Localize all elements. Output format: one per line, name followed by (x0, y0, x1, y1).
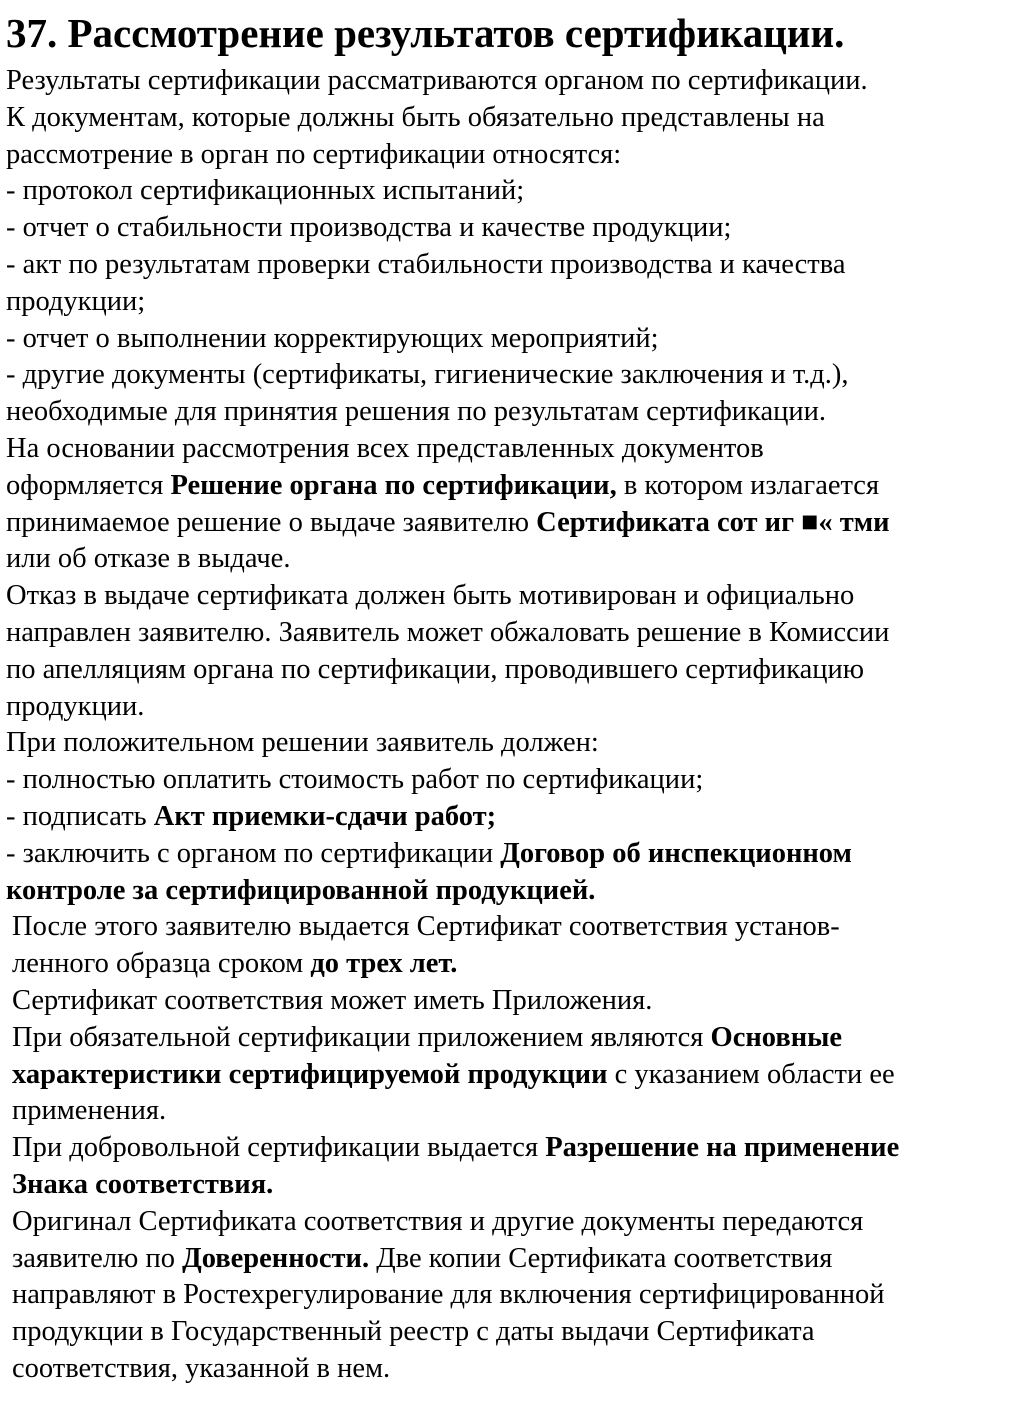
text-line (6, 946, 1020, 983)
text-line (6, 284, 1020, 321)
text-segment: Две копии Сертификата соответствия (369, 1242, 833, 1274)
text-segment: необходимые для принятия решения по результатам сертификации. (6, 396, 827, 428)
text-line (6, 468, 1020, 505)
text-segment: - отчет о стабильности производства и качестве продукции; (6, 212, 732, 244)
text-segment: заявителю по (12, 1242, 183, 1274)
text-segment: - отчет о выполнении корректирующих мероприятий; (6, 322, 659, 354)
text-segment: оформляется (6, 469, 171, 501)
bold-text-segment: Сертификата сот иг ■« тми (536, 506, 890, 538)
text-line (6, 137, 1020, 174)
text-line (6, 578, 1020, 615)
text-line (6, 100, 1020, 137)
text-line (6, 983, 1020, 1020)
text-segment: продукции; (6, 285, 146, 317)
text-line (6, 652, 1020, 689)
text-segment: - акт по результатам проверки стабильности производства и качества (6, 248, 846, 280)
bold-text-segment: Разрешение на применение (545, 1132, 900, 1164)
text-segment: - подписать (6, 800, 154, 832)
text-segment: по апелляциям органа по сертификации, проводившего сертификацию (6, 653, 865, 685)
text-line (6, 357, 1020, 394)
text-segment: При обязательной сертификации приложением являются (12, 1021, 711, 1053)
text-line (6, 1057, 1020, 1094)
text-segment: После этого заявителю выдается Сертификат соответствия установ- (12, 911, 840, 943)
bold-text-segment: характеристики сертифицируемой продукции (12, 1058, 608, 1090)
text-line (6, 1204, 1020, 1241)
text-segment: соответствия, указанной в нем. (12, 1352, 391, 1384)
text-line (6, 1314, 1020, 1351)
text-segment: - другие документы (сертификаты, гигиенические заключения и т.д.), (6, 359, 849, 391)
text-line (6, 799, 1020, 836)
text-line (6, 689, 1020, 726)
text-segment: - заключить с органом по сертификации (6, 837, 501, 869)
bold-text-segment: Акт приемки-сдачи работ; (153, 800, 497, 832)
text-line (6, 615, 1020, 652)
text-segment: При положительном решении заявитель должен: (6, 727, 599, 759)
text-line (6, 541, 1020, 578)
text-segment: Сертификат соответствия может иметь Приложения. (12, 984, 653, 1016)
text-line (6, 762, 1020, 799)
text-line (6, 431, 1020, 468)
text-line (6, 909, 1020, 946)
text-segment: или об отказе в выдаче. (6, 543, 291, 575)
text-line (6, 1093, 1020, 1130)
bold-text-segment: контроле за сертифицированной продукцией. (6, 874, 596, 906)
text-segment: К документам, которые должны быть обязательно представлены на (6, 101, 825, 133)
text-segment: - полностью оплатить стоимость работ по сертификации; (6, 764, 704, 796)
text-segment: принимаемое решение о выдаче заявителю (6, 506, 537, 538)
text-segment: в котором излагается (616, 469, 880, 501)
bold-text-segment: Основные (710, 1021, 843, 1053)
text-line (6, 1241, 1020, 1278)
text-segment: На основании рассмотрения всех представленных документов (6, 432, 764, 464)
bold-text-segment: Знака соответствия. (12, 1168, 274, 1200)
text-segment: применения. (12, 1095, 167, 1127)
document-body (6, 63, 1020, 1388)
bold-text-segment: Договор об инспекционном (500, 837, 852, 869)
text-line (6, 173, 1020, 210)
text-segment: продукции. (6, 690, 145, 722)
text-line (6, 394, 1020, 431)
text-segment: - протокол сертификационных испытаний; (6, 175, 525, 207)
text-line (6, 1020, 1020, 1057)
text-line (6, 210, 1020, 247)
text-segment: продукции в Государственный реестр с даты выдачи Сертификата (12, 1316, 815, 1348)
text-line (6, 1351, 1020, 1388)
text-segment: ленного образца сроком (12, 948, 311, 980)
text-line (6, 873, 1020, 910)
text-line (6, 1167, 1020, 1204)
bold-text-segment: Решение органа по сертификации, (170, 469, 617, 501)
text-segment: Оригинал Сертификата соответствия и другие документы передаются (12, 1205, 864, 1237)
text-line (6, 321, 1020, 358)
text-segment: направляют в Ростехрегулирование для включения сертифицированной (12, 1279, 885, 1311)
text-segment: Отказ в выдаче сертификата должен быть мотивирован и официально (6, 580, 855, 612)
text-line (6, 1277, 1020, 1314)
text-segment: с указанием области ее (607, 1058, 895, 1090)
bold-text-segment: до трех лет. (310, 948, 458, 980)
text-segment: направлен заявителю. Заявитель может обжаловать решение в Комиссии (6, 616, 890, 648)
text-segment: рассмотрение в орган по сертификации относятся: (6, 138, 622, 170)
text-segment: Результаты сертификации рассматриваются органом по сертификации. (6, 65, 868, 96)
bold-text-segment: Доверенности. (182, 1242, 370, 1274)
text-segment: При добровольной сертификации выдается (12, 1132, 546, 1164)
text-line (6, 836, 1020, 873)
document-title: 37. Рассмотрение результатов сертификации. (6, 10, 845, 56)
text-line (6, 725, 1020, 762)
text-line (6, 63, 1020, 100)
text-line (6, 247, 1020, 284)
text-line (6, 505, 1020, 542)
text-line (6, 1130, 1020, 1167)
